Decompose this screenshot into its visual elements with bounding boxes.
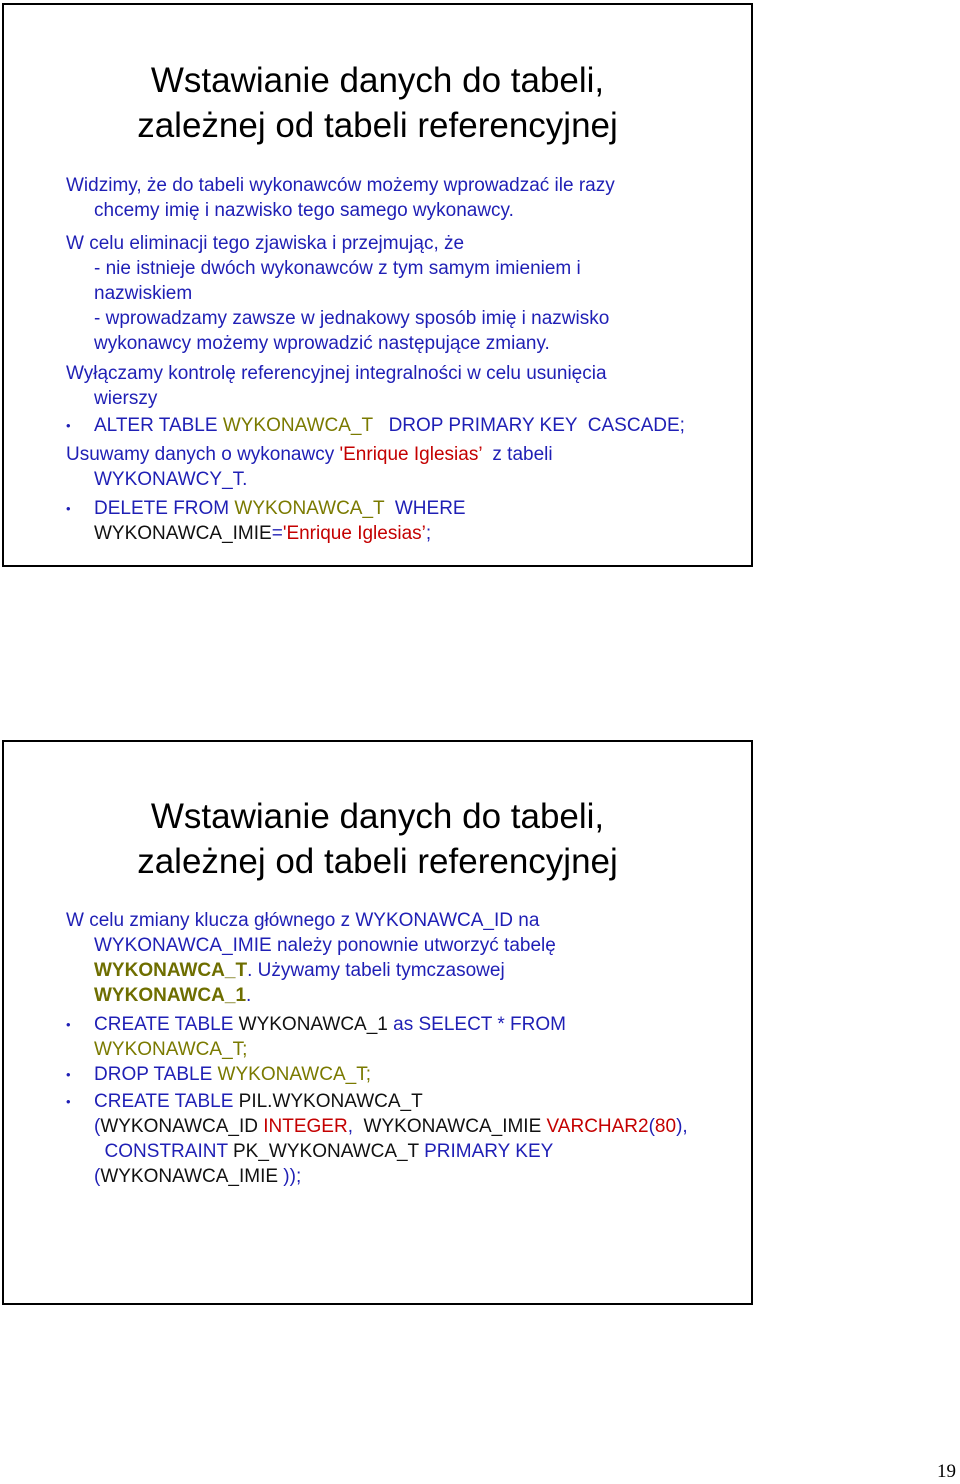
text-span: Usuwamy danych o wykonawcy (66, 444, 340, 465)
sql-keyword: CONSTRAINT (94, 1141, 233, 1162)
text-span: . Używamy tabeli tymczasowej (247, 960, 505, 981)
text-line (94, 496, 466, 521)
slide-2-title (4, 794, 751, 884)
sql-keyword: WHERE (384, 498, 466, 519)
text-line: Widzimy, że do tabeli wykonawców możemy wprowadzać ile razy (66, 175, 615, 196)
sql-keyword: CREATE TABLE (94, 1091, 239, 1112)
string-literal: 'Enrique Iglesias’ (339, 444, 482, 465)
slide-1-title-line-1: Wstawianie danych do tabeli, (150, 61, 605, 100)
slide-2-paragraph-1 (66, 908, 556, 1008)
table-name: WYKONAWCA_T (234, 498, 385, 519)
text-line (94, 521, 466, 546)
text-line (94, 1062, 371, 1087)
sql-operator: ( (94, 1166, 101, 1187)
slide-1-title-line-2: zależnej od tabeli referencyjnej (137, 106, 618, 145)
sql-keyword: as SELECT * FROM (387, 1014, 566, 1035)
table-name: WYKONAWCA_T; (217, 1064, 371, 1085)
sql-operator: ; (425, 523, 432, 544)
text-line: WYKONAWCA_T; (94, 1039, 248, 1060)
sql-keyword: DROP PRIMARY KEY CASCADE; (372, 415, 685, 436)
number-literal: 80 (654, 1116, 677, 1137)
text-line (94, 1089, 688, 1114)
slide-1-sql-alter (94, 413, 685, 438)
slide-1 (2, 3, 753, 567)
sql-keyword: DELETE FROM (94, 498, 235, 519)
text-line: W celu zmiany klucza głównego z WYKONAWCA_ID na (66, 910, 540, 931)
text-line: nazwiskiem (94, 283, 193, 304)
slide-1-paragraph-1 (66, 173, 615, 223)
sql-operator: )); (278, 1166, 302, 1187)
text-span: z tabeli (481, 444, 553, 465)
text-line (94, 1139, 688, 1164)
bullet-icon: • (66, 418, 71, 433)
string-literal: 'Enrique Iglesias’ (282, 523, 426, 544)
sql-operator: ), (676, 1116, 688, 1137)
text-line (66, 958, 556, 983)
column-name: WYKONAWCA_IMIE (94, 523, 272, 544)
text-line (94, 1164, 688, 1189)
slide-2-sql-create-table (94, 1089, 688, 1189)
constraint-name: PK_WYKONAWCA_T (233, 1141, 419, 1162)
column-name: WYKONAWCA_IMIE (100, 1166, 279, 1187)
bullet-icon: • (66, 1067, 71, 1082)
sql-operator: = (271, 523, 283, 544)
slide-1-paragraph-2 (66, 231, 609, 356)
sql-operator: ( (94, 1116, 101, 1137)
data-type: INTEGER (263, 1116, 348, 1137)
text-line: Wyłączamy kontrolę referencyjnej integralności w celu usunięcia (66, 363, 607, 384)
text-line (66, 442, 553, 467)
text-line: WYKONAWCA_IMIE należy ponownie utworzyć tabelę (94, 935, 556, 956)
sql-operator: ( (648, 1116, 655, 1137)
table-name: WYKONAWCA_1 (94, 985, 247, 1006)
slide-2-title-line-2: zależnej od tabeli referencyjnej (137, 842, 618, 881)
text-span: . (246, 985, 252, 1006)
text-line: - wprowadzamy zawsze w jednakowy sposób imię i nazwisko (94, 308, 610, 329)
sql-keyword: DROP TABLE (94, 1064, 218, 1085)
slide-2 (2, 740, 753, 1305)
text-line (94, 1114, 688, 1139)
slide-1-paragraph-3 (66, 361, 607, 411)
slide-2-title-line-1: Wstawianie danych do tabeli, (150, 797, 605, 836)
column-name: WYKONAWCA_IMIE (363, 1116, 547, 1137)
slide-1-paragraph-4 (66, 442, 553, 492)
text-line: - nie istnieje dwóch wykonawców z tym samym imieniem i (94, 258, 581, 279)
sql-keyword: CREATE TABLE (94, 1014, 239, 1035)
sql-keyword: ALTER TABLE (94, 415, 223, 436)
text-line: wykonawcy możemy wprowadzić następujące zmiany. (94, 333, 550, 354)
text-line: W celu eliminacji tego zjawiska i przejmując, że (66, 233, 465, 254)
slide-2-sql-create-temp (94, 1012, 566, 1062)
slide-2-sql-drop (94, 1062, 371, 1087)
bullet-icon: • (66, 501, 71, 516)
text-line (94, 1012, 566, 1037)
data-type: VARCHAR2 (546, 1116, 649, 1137)
text-line (94, 413, 685, 438)
table-name: PIL.WYKONAWCA_T (238, 1091, 423, 1112)
table-name: WYKONAWCA_T (94, 960, 248, 981)
page-number: 19 (937, 1461, 956, 1482)
column-name: WYKONAWCA_ID (100, 1116, 264, 1137)
slide-1-title (4, 58, 751, 148)
text-line: chcemy imię i nazwisko tego samego wykonawcy. (94, 200, 514, 221)
bullet-icon: • (66, 1094, 71, 1109)
table-name: WYKONAWCA_1 (238, 1014, 388, 1035)
sql-operator: , (347, 1116, 364, 1137)
bullet-icon: • (66, 1017, 71, 1032)
text-line: WYKONAWCY_T. (94, 469, 248, 490)
text-line: wierszy (94, 388, 158, 409)
table-name: WYKONAWCA_T (222, 415, 373, 436)
slide-1-sql-delete (94, 496, 466, 546)
text-line (66, 983, 556, 1008)
sql-keyword: PRIMARY KEY (418, 1141, 554, 1162)
